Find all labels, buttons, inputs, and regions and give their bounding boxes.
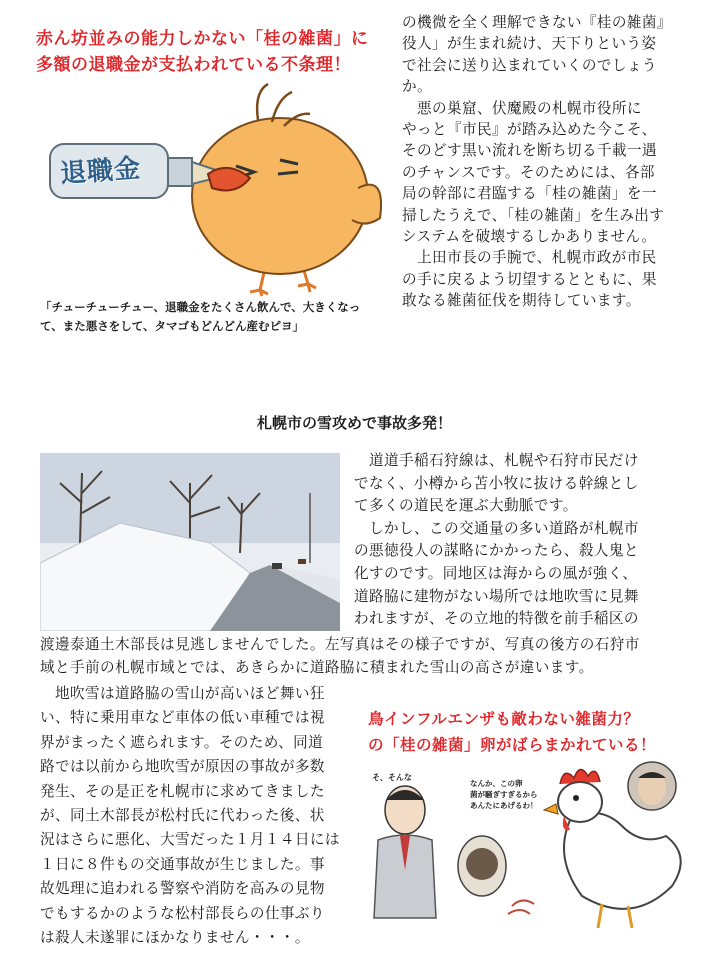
speech-rooster: なんか、この卵 菌が騒ぎすぎるから あんたにあげるわ！ (470, 779, 538, 810)
snow-paragraph-right: 道道手稲石狩線は、札幌や石狩市民だけ でなく、小樽から苫小牧に抜ける幹線とし て多くの道民を運ぶ大動脈です。 しかし、この交通量の多い道路が札幌市 の悪徳役人の謀略にかかったら、殺人鬼と 化すのです。同地区は海からの風が強く、 道路脇に建物がない場所では地吹雪に見舞 われますが、その立地的特徴を前手稲区の (354, 452, 639, 628)
bird-headline (368, 706, 698, 758)
top-headline-line-1: 赤ん坊並みの能力しかない「桂の雑菌」に (36, 29, 369, 49)
man-illustration (360, 770, 450, 930)
bird-headline-line-1: 鳥インフルエンザも敵わない雑菌力？ (368, 710, 640, 728)
section-title: 札幌市の雪攻めで事故多発！ (256, 414, 452, 432)
top-headline (36, 26, 396, 78)
snow-paragraph-full: 渡邊泰通土木部長は見逃しませんでした。左写真はその様子ですが、写真の後方の石狩市 域と手前の札幌市域とでは、あきらかに道路脇に積まれた雪山の高さが違います。 (40, 636, 640, 676)
bottom-left-text: 地吹雪は道路脇の雪山が高いほど舞い狂 い、特に乗用車など車体の低い車種では視 界がまったく遮られます。そのため、同道 路では以前から地吹雪が原因の事故が多数 発生、その是正を札幌市に求めてきました が、同土木部長が松村氏に代わった後、状 況はさらに悪化、大雪だった１月１４日には １日に８件もの交通事故が生じました。事 故処理に追われる警察や消防を高みの見物 でもするかのような松村部長らの仕事ぶり は殺人未遂罪にほかなりません・・・。 (40, 685, 340, 947)
right-column-text: の機微を全く理解できない『桂の雑菌』 役人」が生まれ続け、天下りという姿 で社会に送り込まれていくのでしょう か。 悪の巣窟、伏魔殿の札幌市役所に やっと『市民』が踏み込めた今こそ、 そのどす黒い流れを断ち切る千載一遇 のチャンスです。そのためには、各部 局の幹部に君臨する「桂の雑菌」を一 掃したうえで、「桂の雑菌」を生み出す システムを破壊するしかありません。 上田市長の手腕で、札幌市政が市民 の手に戻るよう切望するとともに、果 敢なる雑菌征伐を期待しています。 (402, 14, 672, 310)
bird-headline-line-2: の「桂の雑菌」卵がばらまかれている！ (368, 736, 657, 754)
speech-man: そ、そんな (372, 773, 412, 782)
snow-road-photo (40, 453, 340, 631)
bottle-label: 退職金 (59, 153, 143, 190)
top-headline-line-2: 多額の退職金が支払われている不条理！ (36, 55, 351, 75)
chick-caption: 「チューチューチュー、退職金をたくさん飲んで、大きくなっ て、また悪さをして、タマゴもどんどん産むピヨ」 (40, 300, 361, 333)
